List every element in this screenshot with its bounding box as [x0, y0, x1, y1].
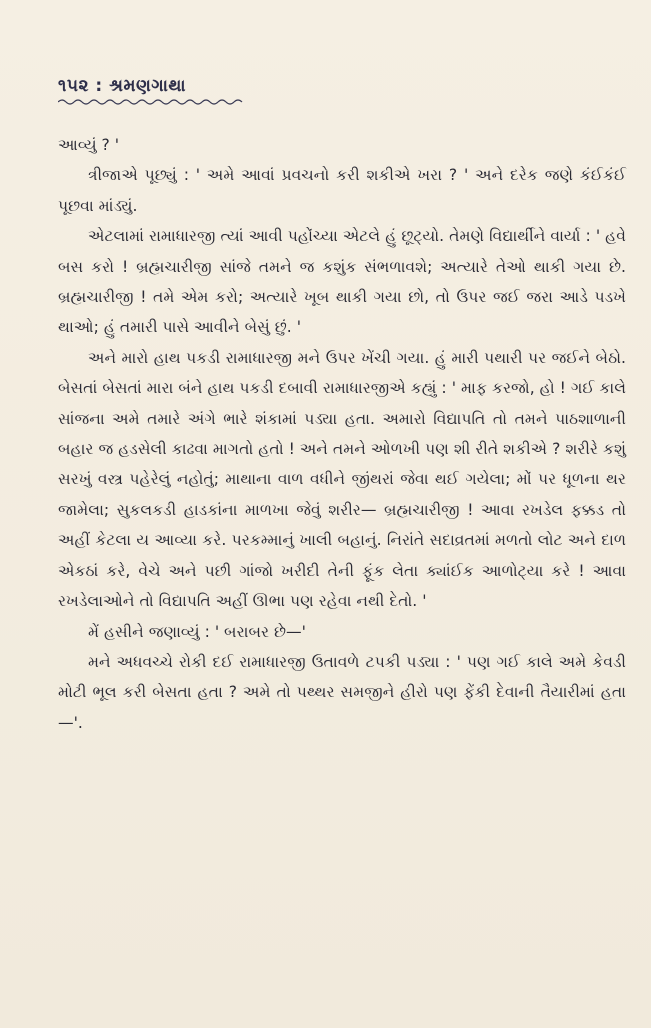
paragraph: અને મારો હાથ પકડી રામાધારજી મને ઉપર ખેંચી ગયા. હું મારી પથારી પર જઈને બેઠો. બેસતાં બેસતાં મારા બંને હાથ પકડી દબાવી રામાધારજીએ કહ્યું : ' માફ કરજો, હો ! ગઈ કાલે સાંજના અમે તમારે અંગે ભારે શંકામાં પડ્યા હતા. અમારો વિદ્યાપતિ તો તમને પાઠશાળાની બહાર જ હડસેલી કાઢવા માગતો હતો ! અને તમને ઓળખી પણ શી રીતે શકીએ ? શરીરે કશું સરખું વસ્ત્ર પહેરેલું નહોતું; માથાના વાળ વધીને જીંથરાં જેવા થઈ ગયેલા; મોં પર ધૂળના થર જામેલા; સુકલકડી હાડકાંના માળખા જેવું શરીર— બ્રહ્મચારીજી ! આવા રખડેલ ફક્કડ તો અહીં કેટલા ય આવ્યા કરે. પરકમ્માનું ખાલી બહાનું. નિરાંતે સદાવ્રતમાં મળતો લોટ અને દાળ એકઠાં કરે, વેચે અને પછી ગાંજો ખરીદી તેની ફૂંક લેતા ક્યાંઈક આળોટ્યા કરે ! આવા રખડેલાઓને તો વિદ્યાપતિ અહીં ઊભા પણ રહેવા નથી દેતો. ' [58, 348, 626, 611]
paragraph: મેં હસીને જણાવ્યું : ' બરાબર છે—' [88, 622, 306, 641]
body-text [58, 130, 626, 738]
paragraph: મને અધવચ્ચે રોકી દઈ રામાધારજી ઉતાવળે ટપકી પડ્યા : ' પણ ગઈ કાલે અમે કેવડી મોટી ભૂલ કરી બેસતા હતા ? અમે તો પથ્થર સમજીને હીરો પણ ફેંકી દેવાની તૈયારીમાં હતા—'. [58, 652, 626, 732]
paragraph: એટલામાં રામાધારજી ત્યાં આવી પહોંચ્યા એટલે હું છૂટ્યો. તેમણે વિદ્યાર્થીને વાર્યા : ' હવે બસ કરો ! બ્રહ્મચારીજી સાંજે તમને જ કશુંક સંભળાવશે; અત્યારે તેઓ થાકી ગયા છે. બ્રહ્મચારીજી ! તમે એમ કરો; અત્યારે ખૂબ થાકી ગયા છો, તો ઉપર જઈ જરા આડે પડખે થાઓ; હું તમારી પાસે આવીને બેસું છું. ' [58, 227, 627, 337]
header-wavy-underline [58, 98, 244, 106]
running-header: ૧૫૨ : શ્રમણગાથા [58, 76, 187, 96]
paragraph: ત્રીજાએ પૂછ્યું : ' અમે આવાં પ્રવચનો કરી શકીએ ખરા ? ' અને દરેક જણે કંઈકંઈ પૂછવા માંડ્યું. [58, 166, 626, 215]
paragraph-continuation: આવ્યું ? ' [58, 136, 120, 154]
